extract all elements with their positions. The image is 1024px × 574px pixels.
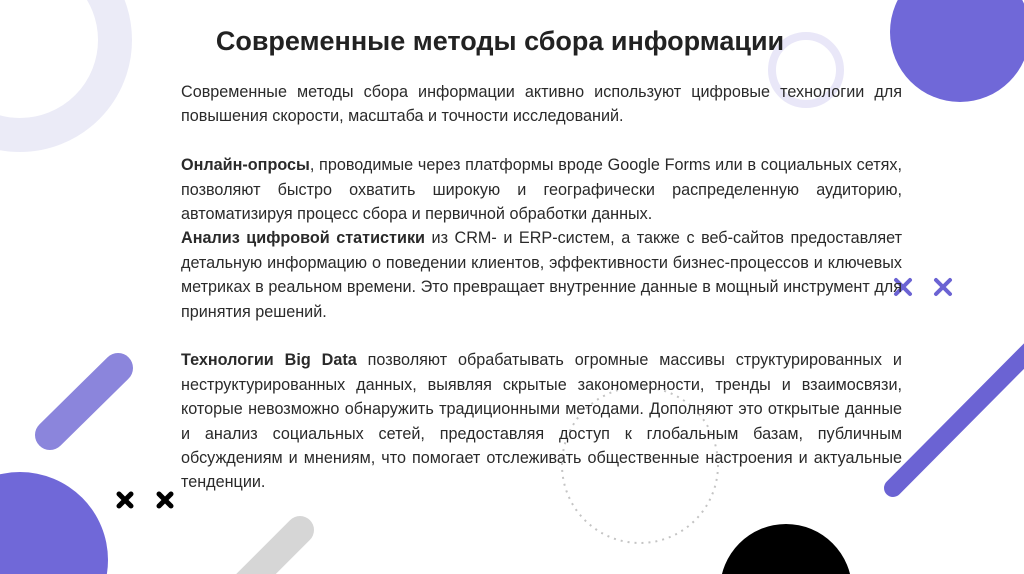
bar-left <box>50 368 118 435</box>
intro-paragraph: Современные методы сбора информации активно используют цифровые технологии для повышения скорости, масштаба и точности исследований. <box>181 83 902 126</box>
circle-bottom-black <box>720 524 852 574</box>
bar-right <box>893 340 1024 488</box>
slide-title: Современные методы сбора информации <box>215 26 785 56</box>
analytics-text: из CRM- и ERP-систем, а также с веб-сайтов предоставляет детальную информацию о поведении клиентов, эффективности бизнес-процессов и ключевых метриках в реальном времени. Это превращает внутренние данные в мощный инструмент для принятия решений. <box>181 229 902 321</box>
bigdata-paragraph <box>181 348 902 494</box>
circle-bottom-left <box>0 472 108 574</box>
bar-gray <box>230 530 300 574</box>
ring-top-left <box>0 0 115 135</box>
cross-icon <box>159 494 171 506</box>
surveys-term: Онлайн-опросы <box>181 156 310 175</box>
analytics-term: Анализ цифровой статистики <box>181 229 425 248</box>
bigdata-term: Технологии Big Data <box>181 351 357 370</box>
analytics-paragraph <box>181 226 902 324</box>
cross-icon <box>936 280 950 294</box>
surveys-paragraph <box>181 153 902 226</box>
bigdata-text: позволяют обрабатывать огромные массивы структурированных и неструктурированных данных, выявляя скрытые закономерности, тренды и взаимосвязи, которые невозможно обнаружить традиционными методами. Дополняют это открытые данные и анализ социальных сетей, предоставляя доступ к глобальным базам, публичным обсуждениям и мнениям, что помогает отслеживать общественные настроения и актуальные тенденции. <box>181 351 902 492</box>
surveys-text: , проводимые через платформы вроде Google Forms или в социальных сетях, позволяют быстро охватить широкую и географически распределенную аудиторию, автоматизируя процесс сбора и первичной обработки данных. <box>181 156 902 224</box>
cross-icon <box>119 494 131 506</box>
slide-body <box>181 80 902 495</box>
